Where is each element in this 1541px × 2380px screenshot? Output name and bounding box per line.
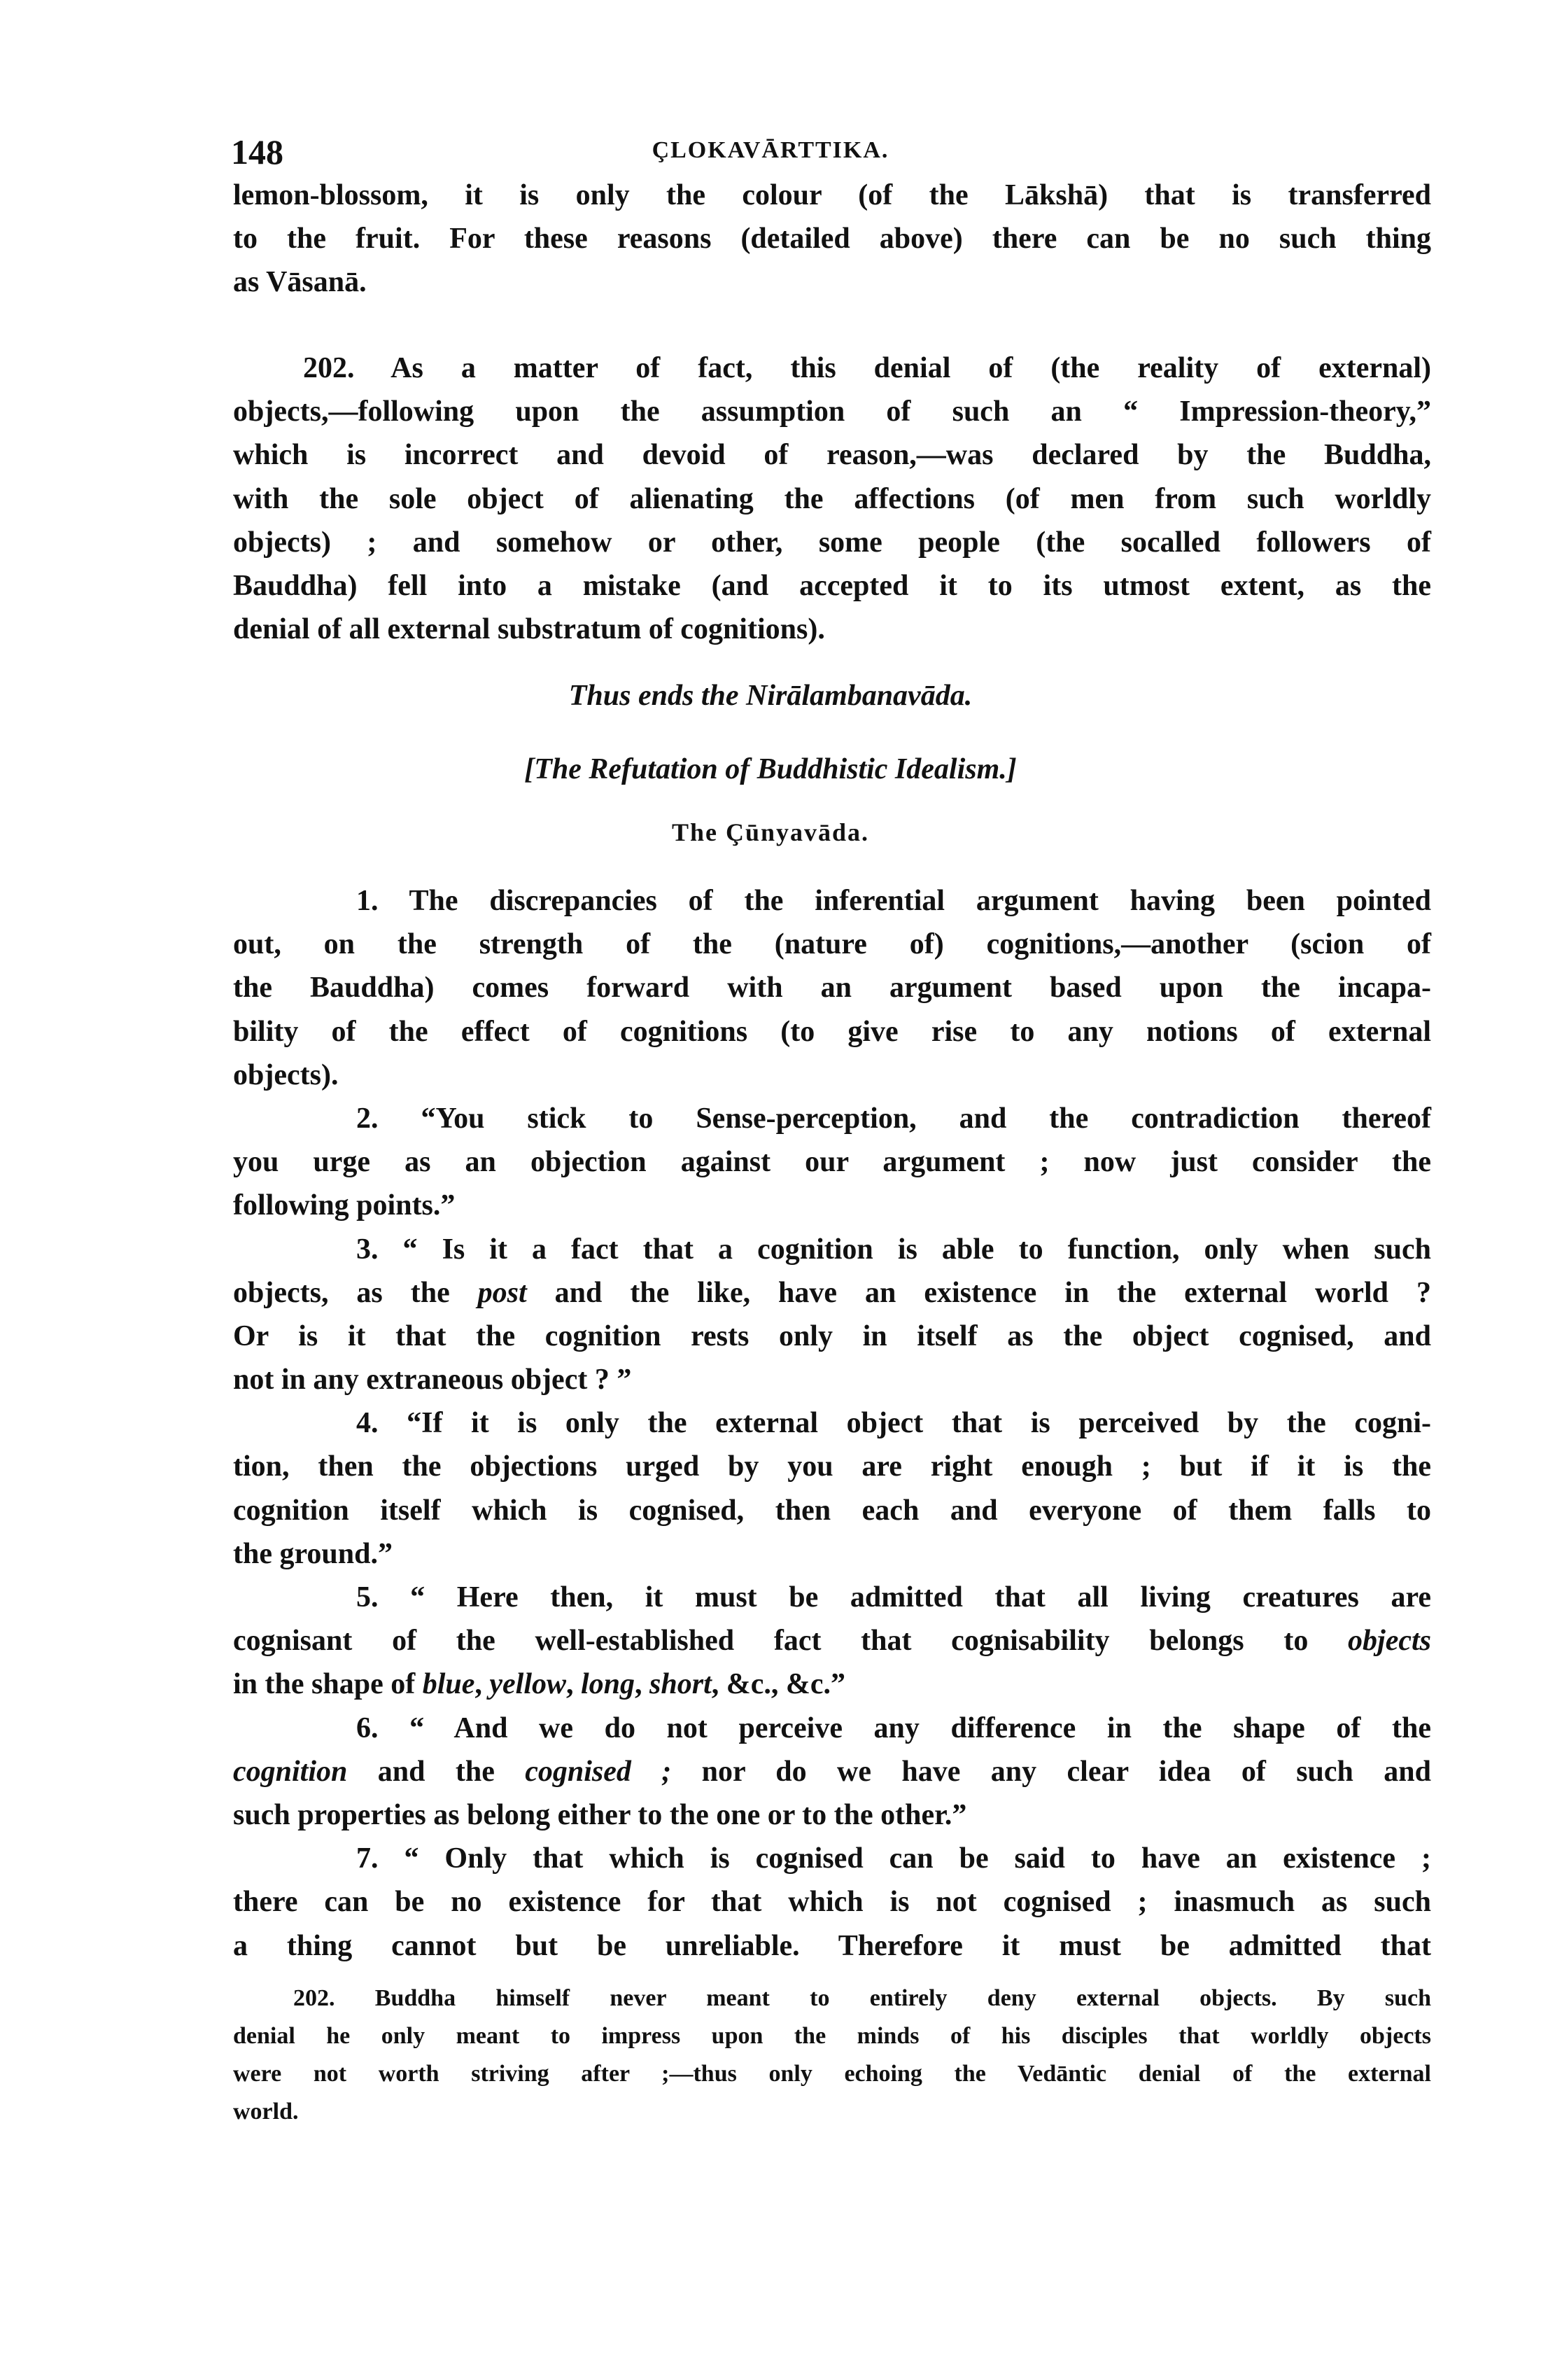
- italic-text: yellow: [489, 1668, 567, 1701]
- text-line: with the sole object of alienating the affections (of men from such worldly: [233, 482, 1431, 515]
- text-line: such properties as belong either to the one or to the other.”: [233, 1798, 967, 1831]
- text-line: denial of all external substratum of cognitions).: [233, 613, 825, 646]
- verse-2: [233, 1097, 1431, 1228]
- verses: [233, 879, 1431, 1968]
- text: , &c., &c.”: [711, 1668, 846, 1701]
- text: ,: [566, 1668, 582, 1701]
- text-line: objects,—following upon the assumption of such an “ Impression-theory,”: [233, 396, 1431, 428]
- text-line: bility of the effect of cognitions (to give rise to any notions of external: [233, 1015, 1431, 1048]
- paragraph-202: [233, 346, 1431, 651]
- italic-text: cognised ;: [525, 1755, 672, 1788]
- italic-text: objects: [1348, 1625, 1431, 1658]
- text: cognisant of the well-established fact that cognisability belongs to: [233, 1625, 1349, 1658]
- verse-6: [233, 1707, 1431, 1837]
- text-line: cognition itself which is cognised, then each and everyone of them falls to: [233, 1494, 1431, 1527]
- text-line: [233, 1662, 1431, 1706]
- text-line: [233, 1750, 1431, 1793]
- italic-text: cognition: [233, 1755, 348, 1788]
- text: in the shape of: [233, 1668, 423, 1701]
- text-line: to the fruit. For these reasons (detailed above) there can be no such thing: [233, 223, 1431, 255]
- verse-5: [233, 1576, 1431, 1707]
- page-number: 148: [231, 132, 283, 172]
- text-line: 7. “ Only that which is cognised can be said to have an existence ;: [356, 1842, 1431, 1875]
- text-line: 4. “If it is only the external object that is perceived by the cogni-: [356, 1407, 1431, 1440]
- text-line: 202. Buddha himself never meant to entirely deny external objects. By such: [293, 1985, 1431, 2011]
- text-line: 2. “You stick to Sense-perception, and the contradiction thereof: [356, 1102, 1431, 1135]
- text-line: 3. “ Is it a fact that a cognition is able to function, only when such: [356, 1233, 1431, 1266]
- text-line: lemon-blossom, it is only the colour (of the Lākshā) that is transferred: [233, 179, 1431, 211]
- italic-text: short: [649, 1668, 712, 1701]
- text-line: which is incorrect and devoid of reason,—was declared by the Buddha,: [233, 439, 1431, 472]
- text-line: as Vāsanā.: [233, 266, 367, 299]
- italic-text: blue: [422, 1668, 475, 1701]
- text-line: you urge as an objection against our argument ; now just consider the: [233, 1146, 1431, 1179]
- text: ,: [635, 1668, 650, 1701]
- text-line: world.: [233, 2099, 299, 2124]
- text-line: 202. As a matter of fact, this denial of (the reality of external): [303, 352, 1431, 384]
- section-end-note: Thus ends the Nirālambanavāda.: [568, 680, 973, 712]
- text: and the: [347, 1755, 526, 1788]
- text-line: Or is it that the cognition rests only in itself as the object cognised, and: [233, 1320, 1431, 1352]
- text-line: a thing cannot but be unreliable. Therefore it must be admitted that: [233, 1929, 1431, 1962]
- text-line: tion, then the objections urged by you are right enough ; but if it is the: [233, 1450, 1431, 1483]
- text-line: [233, 1619, 1431, 1662]
- running-title: ÇLOKAVĀRTTIKA.: [652, 137, 889, 163]
- text: ,: [474, 1668, 490, 1701]
- text: and the like, have an existence in the external world ?: [526, 1276, 1431, 1309]
- text-line: were not worth striving after ;—thus only echoing the Vedāntic denial of the external: [233, 2061, 1431, 2087]
- paragraph-continuation: [233, 174, 1431, 304]
- text: objects, as the: [233, 1276, 478, 1309]
- verse-7: [233, 1837, 1431, 1968]
- verse-1: [233, 879, 1431, 1097]
- footnote: [233, 1980, 1431, 2131]
- text-line: 1. The discrepancies of the inferential argument having been pointed: [356, 885, 1431, 917]
- italic-text: post: [477, 1276, 527, 1309]
- text-line: the ground.”: [233, 1537, 393, 1570]
- verse-3: [233, 1228, 1431, 1402]
- text-line: objects).: [233, 1058, 339, 1091]
- text-line: 6. “ And we do not perceive any difference in the shape of the: [356, 1712, 1431, 1744]
- text-line: denial he only meant to impress upon the minds of his disciples that worldly objects: [233, 2023, 1431, 2049]
- text-line: 5. “ Here then, it must be admitted that all living creatures are: [356, 1581, 1431, 1614]
- text-line: not in any extraneous object ? ”: [233, 1364, 632, 1396]
- text-line: [233, 1271, 1431, 1315]
- text-line: out, on the strength of the (nature of) cognitions,—another (scion of: [233, 928, 1431, 961]
- text-line: the Bauddha) comes forward with an argument based upon the incapa-: [233, 972, 1431, 1004]
- section-title: The Çūnyavāda.: [671, 818, 870, 846]
- section-subtitle: [The Refutation of Buddhistic Idealism.]: [524, 753, 1017, 785]
- text-line: Bauddha) fell into a mistake (and accepted it to its utmost extent, as the: [233, 569, 1431, 602]
- italic-text: long: [581, 1668, 635, 1701]
- verse-4: [233, 1401, 1431, 1576]
- text-line: objects) ; and somehow or other, some people (the socalled followers of: [233, 526, 1431, 559]
- text-line: following points.”: [233, 1189, 456, 1222]
- text: nor do we have any clear idea of such and: [671, 1755, 1431, 1788]
- text-line: there can be no existence for that which is not cognised ; inasmuch as such: [233, 1886, 1431, 1919]
